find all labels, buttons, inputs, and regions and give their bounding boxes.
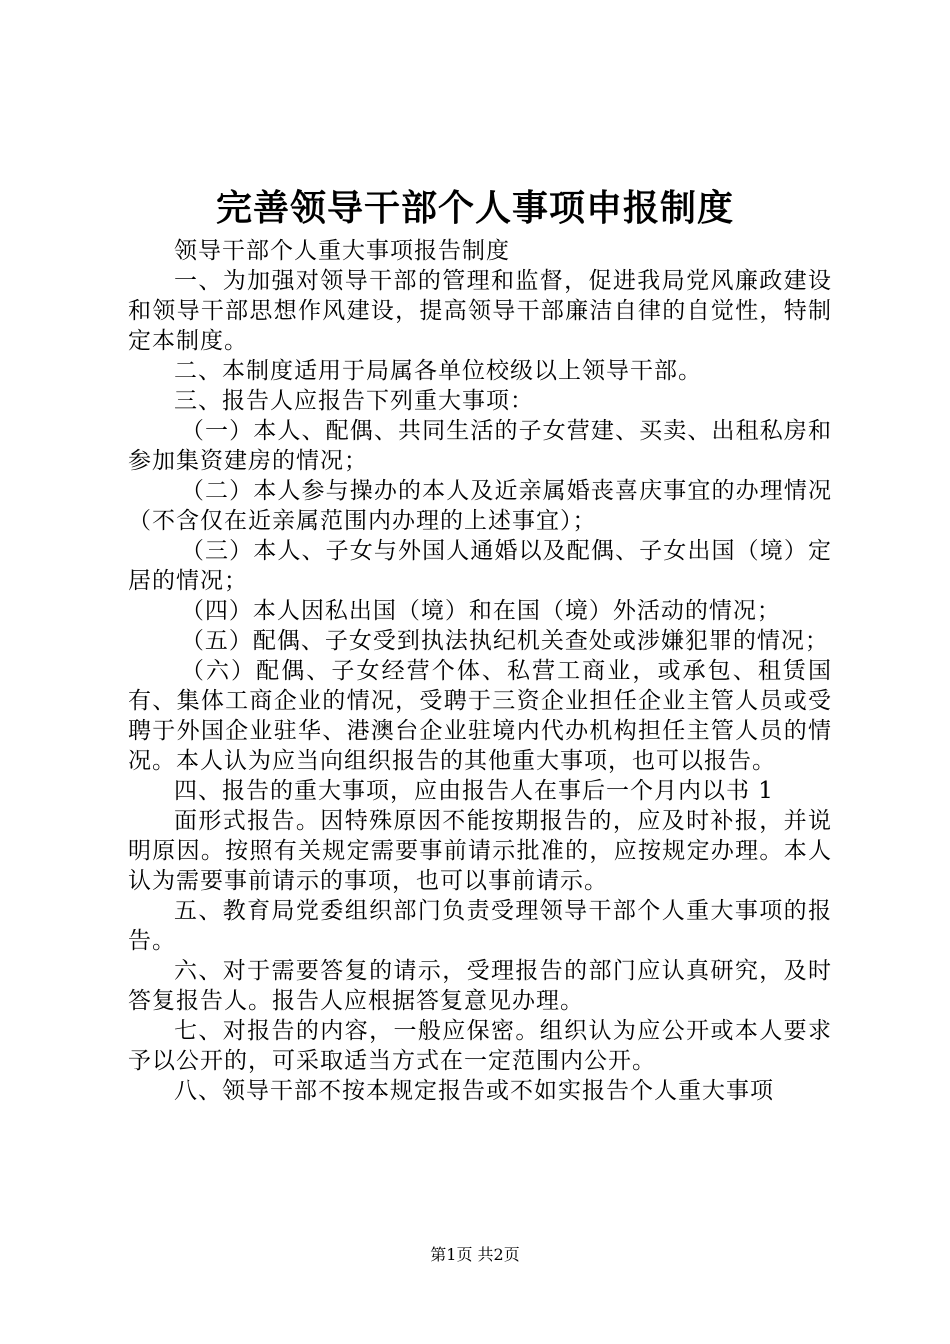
paragraph-7: 七、对报告的内容，一般应保密。组织认为应公开或本人要求予以公开的，可采取适当方式在一定范围内公开。 bbox=[128, 1018, 832, 1074]
paragraph-item-2: （二）本人参与操办的本人及近亲属婚丧喜庆事宜的办理情况（不含仅在近亲属范围内办理的上述事宜）； bbox=[128, 478, 832, 534]
paragraph-item-5: （五）配偶、子女受到执法执纪机关查处或涉嫌犯罪的情况； bbox=[180, 628, 829, 654]
paragraph-3: 三、报告人应报告下列重大事项： bbox=[174, 388, 534, 414]
paragraph-5: 五、教育局党委组织部门负责受理领导干部个人重大事项的报告。 bbox=[128, 898, 832, 954]
paragraph-4-continued: 面形式报告。因特殊原因不能按期报告的，应及时补报，并说明原因。按照有关规定需要事前请示批准的，应按规定办理。本人认为需要事前请示的事项，也可以事前请示。 bbox=[128, 808, 832, 894]
paragraph-item-1: （一）本人、配偶、共同生活的子女营建、买卖、出租私房和参加集资建房的情况； bbox=[128, 418, 832, 474]
paragraph-2: 二、本制度适用于局属各单位校级以上领导干部。 bbox=[174, 358, 702, 384]
paragraph-item-6: （六）配偶、子女经营个体、私营工商业，或承包、租赁国有、集体工商企业的情况，受聘于三资企业担任企业主管人员或受聘于外国企业驻华、港澳台企业驻境内代办机构担任主管人员的情况。本人认为应当向组织报告的其他重大事项，也可以报告。 bbox=[128, 658, 832, 774]
paragraph-item-4: （四）本人因私出国（境）和在国（境）外活动的情况； bbox=[180, 598, 781, 624]
paragraph-heading: 领导干部个人重大事项报告制度 bbox=[174, 238, 510, 264]
paragraph-1: 一、为加强对领导干部的管理和监督，促进我局党风廉政建设和领导干部思想作风建设，提高领导干部廉洁自律的自觉性，特制定本制度。 bbox=[128, 268, 832, 354]
document-body bbox=[128, 236, 832, 1106]
paragraph-8: 八、领导干部不按本规定报告或不如实报告个人重大事项 bbox=[174, 1078, 774, 1104]
paragraph-item-3: （三）本人、子女与外国人通婚以及配偶、子女出国（境）定居的情况； bbox=[128, 538, 832, 594]
document-title: 完善领导干部个人事项申报制度 bbox=[215, 187, 734, 229]
paragraph-6: 六、对于需要答复的请示，受理报告的部门应认真研究，及时答复报告人。报告人应根据答复意见办理。 bbox=[128, 958, 832, 1014]
paragraph-4: 四、报告的重大事项，应由报告人在事后一个月内以书 1 bbox=[174, 778, 774, 804]
page-number: 第1页 共2页 bbox=[430, 1245, 520, 1264]
